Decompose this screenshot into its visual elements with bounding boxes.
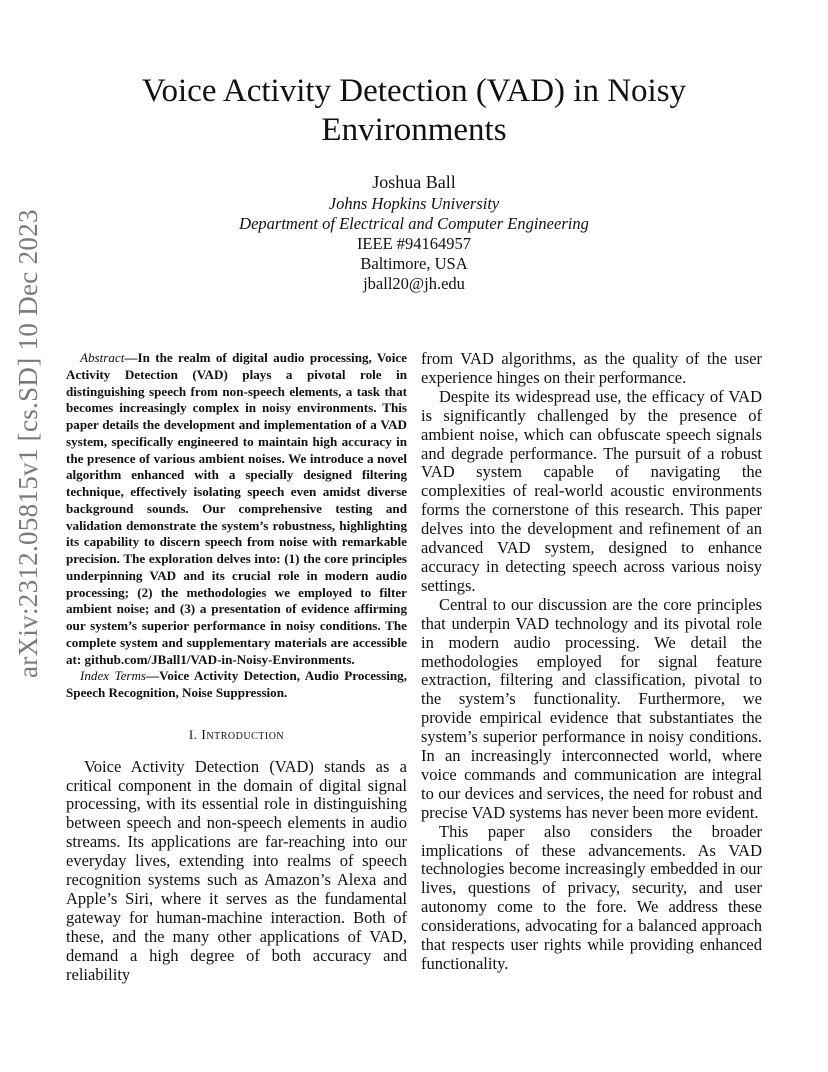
section-heading-introduction bbox=[66, 726, 407, 746]
author-ieee-number: IEEE #94164957 bbox=[356, 234, 472, 253]
index-terms-label: Index Terms bbox=[80, 668, 147, 684]
author-email: jball20@jh.edu bbox=[363, 274, 465, 293]
author-block bbox=[90, 170, 738, 294]
intro-paragraph-1-part-1: Voice Activity Detection (VAD) stands as a critical component in the domain of digital signal processing, with its essential role in distinguishing between speech and non-speech elements in audio streams. Its applications are far-reaching into our everyday lives, extending into realms of speech recognition systems such as Amazon’s Alexa and Apple’s Siri, where it serves as the fundamental gateway for human-machine interaction. Both of these, and the many other applications of VAD, demand a high degree of both accuracy and reliability bbox=[66, 756, 407, 984]
left-column bbox=[66, 350, 407, 985]
abstract-text: —In the realm of digital audio processing, Voice Activity Detection (VAD) plays a pivotal role in distinguishing speech from non-speech elements, a task that becomes increasingly complex in noisy environments. This paper details the development and implementation of a VAD system, specifically engineered to maintain high accuracy in the presence of various ambient noises. We introduce a novel algorithm enhanced with a specially designed filtering technique, effectively isolating speech even amidst diverse background sounds. Our comprehensive testing and validation demonstrate the system’s robustness, highlighting its capability to discern speech from noise with remarkable precision. The exploration delves into: (1) the core principles underpinning VAD and its crucial role in modern audio processing; (2) the methodologies we employed to filter ambient noise; and (3) a presentation of evidence affirming our system’s superior performance in noisy conditions. The complete system and supplementary materials are accessible at: github.com/JBall1/VAD-in-Noisy-Environments. bbox=[66, 350, 407, 667]
author-affiliation-university: Johns Hopkins University bbox=[328, 194, 500, 213]
right-column bbox=[421, 350, 762, 974]
author-affiliation-department: Department of Electrical and Computer Engineering bbox=[239, 214, 589, 233]
section-title: Introduction bbox=[201, 727, 285, 743]
intro-paragraph-2: Despite its widespread use, the efficacy of VAD is significantly challenged by the presence of ambient noise, which can obfuscate speech signals and degrade performance. The pursuit of a robust VAD system capable of navigating the complexities of real-world acoustic environments forms the cornerstone of this research. This paper delves into the development and refinement of an advanced VAD system, designed to enhance accuracy in detecting speech across various noisy settings. bbox=[421, 386, 762, 595]
index-terms-text: —Voice Activity Detection, Audio Processing, Speech Recognition, Noise Suppression. bbox=[66, 668, 407, 700]
intro-paragraph-3: Central to our discussion are the core principles that underpin VAD technology and its pivotal role in modern audio processing. We detail the methodologies employed for signal feature extraction, filtering and classification, pivotal to the system’s functionality. Furthermore, we provide empirical evidence that substantiates the system’s superior performance in noisy conditions. In an increasingly interconnected world, where voice commands and communication are integral to our devices and services, the need for robust and precise VAD systems has never been more evident. bbox=[421, 594, 762, 822]
paper-title: Voice Activity Detection (VAD) in Noisy Environments bbox=[141, 73, 687, 148]
section-numeral: I. bbox=[188, 726, 202, 742]
arxiv-identifier: arXiv:2312.05815v1 [cs.SD] 10 Dec 2023 bbox=[13, 209, 43, 678]
abstract-label: Abstract bbox=[80, 350, 125, 365]
abstract bbox=[66, 350, 407, 668]
author-name: Joshua Ball bbox=[372, 172, 456, 192]
author-location: Baltimore, USA bbox=[360, 254, 468, 273]
intro-paragraph-1-part-2: from VAD algorithms, as the quality of the user experience hinges on their performance. bbox=[421, 349, 762, 387]
intro-paragraph-4: This paper also considers the broader implications of these advancements. As VAD technologies become increasingly embedded in our lives, questions of privacy, security, and user autonomy come to the fore. We address these considerations, advocating for a balanced approach that respects user rights while providing enhanced functionality. bbox=[421, 821, 762, 973]
index-terms bbox=[66, 668, 407, 702]
